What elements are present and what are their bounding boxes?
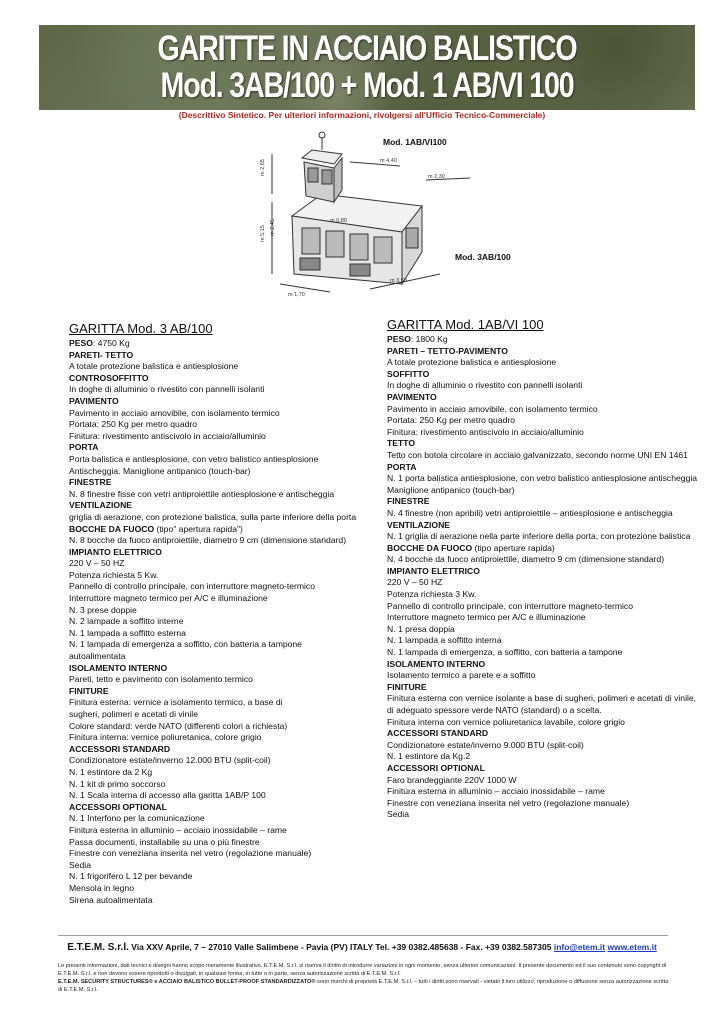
dim-label: m 3,50: [390, 278, 407, 284]
spec-key: SOFFITTO: [387, 368, 430, 379]
spec-line: [387, 566, 712, 578]
company-name: E.T.E.M. S.r.l.: [67, 942, 129, 953]
dim-label: m 1,70: [288, 292, 305, 298]
spec-value: N. 1 griglia di aerazione nella parte inferiore della porta, con protezione balistica: [387, 531, 691, 542]
spec-line: [69, 338, 381, 350]
spec-line: [69, 686, 381, 698]
spec-line: [387, 786, 712, 798]
spec-value: Mensola in legno: [69, 882, 134, 893]
spec-value: Pareti, tetto e pavimento con isolamento termico: [69, 674, 253, 685]
spec-value: Passa documenti, installabile su una o più finestre: [69, 836, 260, 847]
spec-value: Condizionatore estate/inverno 9.000 BTU (split-coil): [387, 739, 584, 750]
spec-value: Pannello di controllo principale, con interruttore magneto-termico: [69, 581, 316, 592]
spec-line: [69, 408, 381, 420]
spec-line: [69, 350, 381, 362]
spec-line: [387, 450, 712, 462]
spec-key: PORTA: [69, 442, 99, 453]
spec-line: [69, 524, 381, 536]
spec-line: [69, 802, 381, 814]
spec-line: [69, 605, 381, 617]
spec-value: N. 1 kit di primo soccorso: [69, 778, 166, 789]
spec-line: [69, 709, 381, 721]
spec-value: Tetto con botola circolare in acciaio galvanizzato, secondo norme UNI EN 1461: [387, 449, 688, 460]
spec-line: [387, 392, 712, 404]
spec-key: FINESTRE: [69, 477, 112, 488]
page-title-line1: GARITTE IN ACCIAIO BALISTICO: [157, 29, 577, 68]
dim-label: m 2,30: [428, 174, 445, 180]
spec-line: [387, 601, 712, 613]
spec-key: PESO: [387, 334, 411, 344]
spec-key: BOCCHE DA FUOCO: [387, 542, 473, 553]
spec-key: PORTA: [387, 461, 417, 472]
drawing-label-upper: Mod. 1AB/VI100: [383, 137, 447, 147]
spec-value: N. 1 lampada di emergenza a soffitto, con batteria a tampone: [69, 639, 302, 650]
spec-value: In doghe di alluminio o rivestito con pannelli isolanti: [69, 384, 265, 395]
spec-key: PARETI – TETTO-PAVIMENTO: [387, 345, 508, 356]
spec-value: N. 1 estintore da 2 Kg: [69, 766, 153, 777]
spec-line: [387, 740, 712, 752]
spec-key: ACCESSORI STANDARD: [387, 728, 489, 739]
spec-value: N. 3 prese doppie: [69, 604, 137, 615]
spec-line: [69, 848, 381, 860]
spec-line: [387, 775, 712, 787]
spec-line: [387, 624, 712, 636]
spec-value: Finitura: rivestimento antiscivolo in acciaio/alluminio: [69, 430, 266, 441]
footer-contact: [0, 942, 724, 953]
spec-line: [387, 809, 712, 821]
spec-line: [69, 813, 381, 825]
spec-line: [69, 860, 381, 872]
spec-line: [387, 647, 712, 659]
spec-line: [69, 616, 381, 628]
spec-value: A totale protezione balistica e antiesplosione: [387, 357, 557, 368]
spec-key: IMPIANTO ELETTRICO: [69, 546, 162, 557]
spec-value: Pavimento in acciaio amovibile, con isolamento termico: [69, 407, 280, 418]
spec-key: VENTILAZIONE: [69, 500, 133, 511]
spec-line: [387, 334, 712, 346]
spec-line: [387, 693, 712, 705]
spec-key: FINESTRE: [387, 496, 430, 507]
spec-value: N. 4 finestre (non apribili) vetri antiproiettile – antiesplosione e antischeggia: [387, 507, 673, 518]
spec-line: [69, 721, 381, 733]
spec-value: Portata: 250 Kg per metro quadro: [387, 415, 516, 426]
spec-value: Isolamento termico a parete e a soffitto: [387, 670, 536, 681]
spec-line: [387, 577, 712, 589]
spec-key: TETTO: [387, 438, 416, 449]
spec-value: N. 4 bocche da fuoco antiproiettile, diametro 9 cm (dimensione standard): [387, 554, 665, 565]
spec-value: Finitura interna: vernice poliuretanica, colore grigio: [69, 732, 262, 743]
spec-value: N. 1 presa doppia: [387, 623, 455, 634]
spec-value: : 4750 Kg: [92, 338, 130, 348]
spec-line: [387, 404, 712, 416]
spec-value: di adeguato spessore verde NATO (standard) o a scelta.: [387, 705, 602, 715]
dim-label: m 4,40: [380, 158, 397, 164]
spec-value: N. 2 lampade a soffitto interne: [69, 616, 184, 627]
spec-lines: [69, 338, 381, 906]
spec-value: Faro brandeggiante 220V 1000 W: [387, 774, 517, 785]
spec-line: [69, 454, 381, 466]
spec-key: VENTILAZIONE: [387, 519, 451, 530]
spec-line: [387, 346, 712, 358]
page-subtitle: (Descrittivo Sintetico. Per ulteriori informazioni, rivolgersi all'Ufficio Tecnico-Commerciale): [178, 110, 546, 120]
spec-line: [69, 570, 381, 582]
spec-line: [69, 442, 381, 454]
spec-value: 220 V – 50 HZ: [387, 577, 443, 588]
spec-line: [69, 396, 381, 408]
spec-line: [387, 670, 712, 682]
spec-value: Finitura esterna in alluminio – acciaio inossidabile – rame: [387, 786, 605, 797]
spec-line: [387, 554, 712, 566]
spec-line: [387, 682, 712, 694]
spec-line: [387, 485, 712, 497]
spec-key: PESO: [69, 338, 93, 348]
spec-line: [387, 635, 712, 647]
spec-value: 220 V – 50 HZ: [69, 558, 125, 569]
spec-line: [387, 751, 712, 763]
spec-value: Finitura esterna: vernice a isolamento termico, a base di: [69, 697, 283, 708]
spec-value: sugheri, polimeri e acetati di vinile: [69, 709, 198, 719]
spec-value: N. 1 porta balistica antiesplosione, con vetro balistico antiesplosione antischeggia: [387, 473, 698, 484]
spec-key: ISOLAMENTO INTERNO: [69, 662, 168, 673]
spec-value: (tipo aperture rapida): [472, 542, 555, 553]
spec-value: Potenza richiesta 5 Kw.: [69, 569, 159, 580]
spec-value: Portata: 250 Kg per metro quadro: [69, 419, 198, 430]
spec-value: Condizionatore estate/inverno 12.000 BTU (split-coil): [69, 755, 271, 766]
spec-line: [69, 639, 381, 651]
spec-value: N. 1 estintore da Kg.2: [387, 751, 471, 762]
spec-value: N. 8 bocche da fuoco antiproiettile, diametro 9 cm (dimensione standard): [69, 535, 347, 546]
spec-line: [387, 763, 712, 775]
spec-line: [69, 895, 381, 907]
spec-value: N. 1 lampada a soffitto esterna: [69, 627, 186, 638]
spec-value: Pavimento in acciaio amovibile, con isolamento termico: [387, 403, 598, 414]
spec-value: Colore standard: verde NATO (differenti colori a richiesta): [69, 720, 288, 731]
spec-value: N. 1 Interfono per la comunicazione: [69, 813, 205, 824]
spec-line: [387, 380, 712, 392]
spec-key: ACCESSORI OPTIONAL: [387, 762, 485, 773]
spec-value: Finitura esterna in alluminio – acciaio inossidabile – rame: [69, 824, 287, 835]
spec-line: [69, 431, 381, 443]
spec-heading: GARITTA Mod. 1AB/VI 100: [387, 317, 544, 332]
spec-value: Porta balistica e antiesplosione, con vetro balistico antiesplosione: [69, 453, 319, 464]
spec-value: Sedia: [69, 859, 91, 870]
spec-value: Finitura: rivestimento antiscivolo in acciaio/alluminio: [387, 426, 584, 437]
company-address: Via XXV Aprile, 7 – 27010 Valle Salimbene - Pavia (PV) ITALY Tel. +39 0382.485638 - Fax. +39 0382.587305: [128, 942, 554, 952]
spec-line: [69, 732, 381, 744]
spec-value: Maniglione antipanico (touch-bar): [387, 484, 515, 495]
spec-line: [69, 767, 381, 779]
spec-line: [387, 717, 712, 729]
spec-line: [387, 438, 712, 450]
spec-line: [69, 628, 381, 640]
spec-line: [387, 728, 712, 740]
spec-value: Finestre con veneziana inserita nel vetro (regolazione manuale): [387, 797, 630, 808]
spec-key: ACCESSORI OPTIONAL: [69, 801, 167, 812]
spec-line: [69, 883, 381, 895]
spec-line: [387, 543, 712, 555]
spec-line: [69, 466, 381, 478]
spec-lines: [387, 334, 712, 821]
footer-divider: [58, 935, 668, 936]
dim-label: m 0,80: [330, 218, 347, 224]
spec-line: [387, 357, 712, 369]
spec-value: In doghe di alluminio o rivestito con pannelli isolanti: [387, 380, 583, 391]
spec-key: ACCESSORI STANDARD: [69, 743, 171, 754]
spec-key: PAVIMENTO: [69, 395, 119, 406]
spec-value: N. 1 frigorifero L 12 per bevande: [69, 871, 193, 882]
spec-line: [387, 589, 712, 601]
spec-key: PARETI- TETTO: [69, 349, 134, 360]
spec-line: [69, 779, 381, 791]
spec-value: (tipo" apertura rapida"): [154, 523, 243, 534]
spec-line: [69, 489, 381, 501]
spec-line: [387, 462, 712, 474]
page-title-line2: Mod. 3AB/100 + Mod. 1 AB/VI 100: [160, 66, 574, 105]
spec-key: PAVIMENTO: [387, 391, 437, 402]
spec-line: [69, 825, 381, 837]
spec-value: Finitura interna con vernice poliuretanica lavabile, colore grigio: [387, 716, 625, 727]
spec-key: CONTROSOFFITTO: [69, 372, 149, 383]
spec-line: [69, 871, 381, 883]
spec-value: A totale protezione balistica e antiesplosione: [69, 361, 239, 372]
spec-value: Pannello di controllo principale, con interruttore magneto-termico: [387, 600, 634, 611]
website-link[interactable]: www.etem.it: [607, 942, 657, 952]
trademark-names: E.T.E.M. SECURITY STRUCTURES® e ACCIAIO BALISTICO BULLET-PROOF STANDARDIZZATO®: [58, 979, 316, 985]
legal-disclaimer: [58, 962, 670, 994]
spec-line: [69, 373, 381, 385]
guard-booth-drawing: [250, 124, 530, 304]
spec-line: [69, 535, 381, 547]
trademark-text: [58, 978, 670, 994]
spec-column-3ab: [69, 321, 381, 906]
spec-column-1abvi: [387, 317, 712, 821]
spec-line: [69, 500, 381, 512]
spec-key: FINITURE: [69, 685, 109, 696]
spec-line: [69, 547, 381, 559]
spec-line: [387, 496, 712, 508]
spec-line: [69, 837, 381, 849]
spec-value: Interruttore magneto termico per A/C e illuminazione: [69, 593, 268, 604]
spec-line: [69, 744, 381, 756]
spec-line: [69, 384, 381, 396]
spec-value: N. 1 lampada a soffitto interna: [387, 635, 502, 646]
spec-line: [387, 473, 712, 485]
spec-line: [69, 558, 381, 570]
spec-key: FINITURE: [387, 681, 427, 692]
spec-heading: GARITTA Mod. 3 AB/100: [69, 321, 213, 336]
spec-value: Sedia: [387, 809, 409, 820]
spec-line: [387, 520, 712, 532]
spec-key: ISOLAMENTO INTERNO: [387, 658, 486, 669]
spec-line: [387, 705, 712, 717]
spec-line: [387, 798, 712, 810]
drawing-label-lower: Mod. 3AB/100: [455, 252, 511, 262]
spec-line: [69, 697, 381, 709]
spec-line: [69, 790, 381, 802]
spec-line: [387, 427, 712, 439]
spec-line: [387, 659, 712, 671]
spec-line: [69, 477, 381, 489]
spec-value: Potenza richiesta 3 Kw.: [387, 589, 477, 600]
dim-label: m 2,65: [260, 159, 266, 176]
title-banner: [39, 25, 695, 110]
spec-value: N. 1 lampada di emergenza, a soffitto, con batteria a tampone: [387, 647, 623, 658]
spec-value: Interruttore magneto termico per A/C e illuminazione: [387, 612, 586, 623]
dim-label: m 5,15: [260, 225, 266, 242]
spec-line: [387, 415, 712, 427]
spec-value: Finestre con veneziana inserita nel vetro (regolazione manuale): [69, 848, 312, 859]
spec-line: [69, 674, 381, 686]
spec-line: [69, 651, 381, 663]
spec-line: [387, 369, 712, 381]
spec-value: N. 1 Scala interna di accesso alla garitta 1AB/P 100: [69, 790, 266, 801]
spec-line: [69, 419, 381, 431]
spec-line: [69, 755, 381, 767]
spec-key: BOCCHE DA FUOCO: [69, 523, 155, 534]
spec-line: [387, 612, 712, 624]
dim-label: m 2,45: [270, 219, 276, 236]
disclaimer-text: Le presenti informazioni, dati tecnici e disegni hanno scopo meramente illustrativo. E.T.E.M. S.r.l. si riserva il diritto di introdurre variazioni in ogni momento, senza ulteriori comunicazioni. Il presente documento ed il suo contenuto sono copyright di E.T.E.M. S.r.l. e non devono essere riprodotti o divulgati, in qualsiasi forma, in tutto o in parte, senza autorizzazione scritta di E.T.E.M. S.r.l.: [58, 963, 667, 977]
spec-value: Sirena autoalimentata: [69, 894, 153, 905]
spec-value: griglia di aerazione, con protezione balistica, sulla parte inferiore della porta: [69, 511, 357, 522]
spec-line: [69, 593, 381, 605]
spec-value: autoalimentata: [69, 651, 126, 662]
spec-value: Finitura esterna con vernice isolante a base di sugheri, polimeri e acetati di vinile,: [387, 693, 697, 704]
spec-line: [387, 508, 712, 520]
email-link[interactable]: info@etem.it: [553, 942, 606, 952]
spec-value: Antischeggia. Maniglione antipanico (touch-bar): [69, 465, 251, 476]
spec-value: N. 8 finestre fisse con vetri antiproiettile antiesplosione e antischeggia: [69, 488, 335, 499]
spec-key: IMPIANTO ELETTRICO: [387, 565, 480, 576]
spec-line: [69, 361, 381, 373]
spec-line: [69, 512, 381, 524]
spec-line: [69, 663, 381, 675]
spec-line: [69, 581, 381, 593]
spec-value: : 1800 Kg: [410, 334, 448, 344]
spec-line: [387, 531, 712, 543]
trademark-notice: sono marchi di proprietà E.T.E.M. S.r.l. – tutti i diritti sono riservati - vietato il loro utilizzo, riproduzione o diffusione senza autorizzazione scritta di E.T.E.M. S.r.l.: [58, 979, 669, 993]
